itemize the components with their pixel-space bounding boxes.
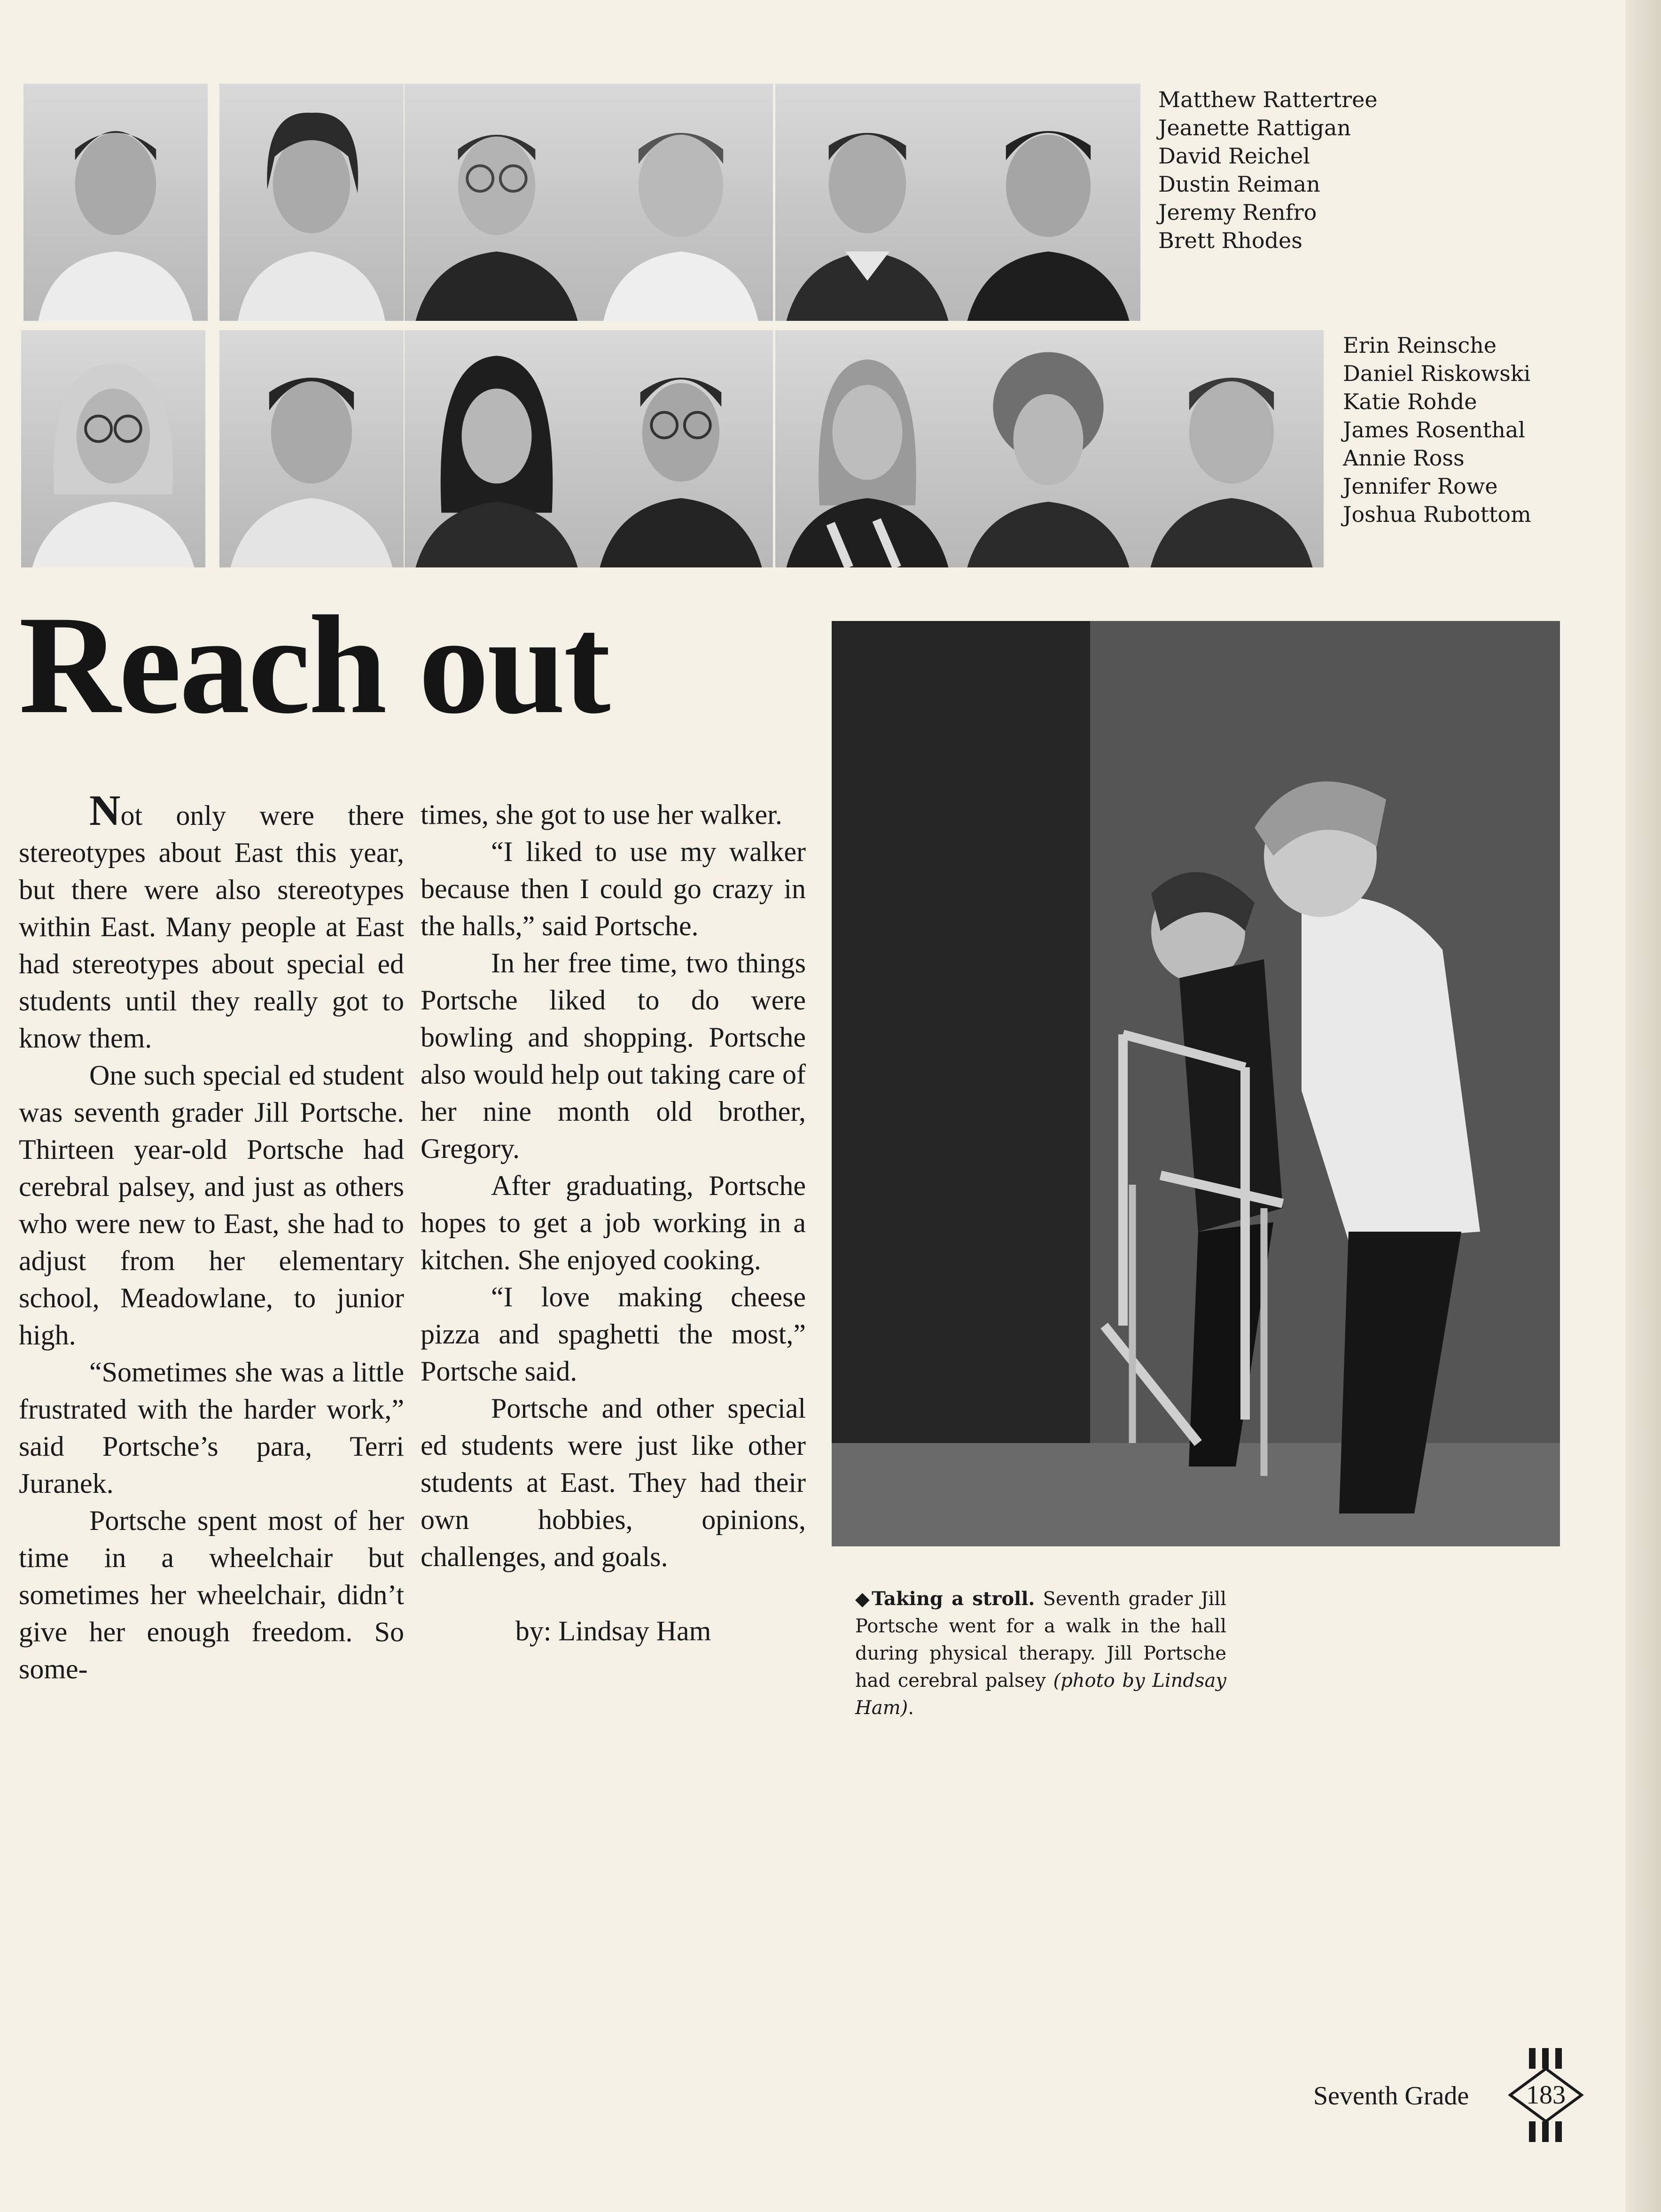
- student-name: Dustin Reiman: [1158, 171, 1320, 197]
- caption-credit: (photo by Lindsay Ham): [855, 1670, 1226, 1719]
- caption-lead: ◆Taking a stroll.: [855, 1588, 1035, 1610]
- student-name: Jeremy Renfro: [1158, 200, 1317, 225]
- section-label: Seventh Grade: [1313, 2081, 1469, 2111]
- portrait-photo: [956, 84, 1140, 321]
- drop-cap: N: [89, 786, 121, 834]
- page-number: 183: [1526, 2080, 1566, 2110]
- portrait-photo: [405, 84, 589, 321]
- photo-caption: [855, 1585, 1226, 1722]
- student-name: James Rosenthal: [1343, 417, 1525, 442]
- caption-end: .: [908, 1697, 914, 1719]
- student-name: Jeanette Rattigan: [1158, 115, 1351, 140]
- student-name: Matthew Rattertree: [1158, 87, 1378, 112]
- story-paragraph: Portsche and other special ed students were just like other students at East. They had their own hobbies, opinions, challenges, and goals.: [421, 1393, 806, 1572]
- portrait-photo: [219, 84, 404, 321]
- portrait-photo: [23, 84, 208, 321]
- student-name: Erin Reinsche: [1343, 333, 1497, 358]
- portrait-photo: [589, 84, 773, 321]
- story-paragraph: “Sometimes she was a little frustrated with the harder work,” said Portsche’s para, Terri Juranek.: [19, 1357, 404, 1499]
- story-paragraph: times, she got to use her walker.: [421, 799, 782, 830]
- story-paragraph: “I liked to use my walker because then I could go crazy in the halls,” said Portsche.: [421, 836, 806, 941]
- story-paragraph: “I love making cheese pizza and spaghetti the most,” Portsche said.: [421, 1281, 806, 1387]
- story-paragraph: In her free time, two things Portsche liked to do were bowling and shopping. Portsche also would help out taking care of her nine month old brother, Gregory.: [421, 947, 806, 1164]
- story-column-2: [421, 796, 806, 1650]
- student-name: Joshua Rubottom: [1343, 502, 1531, 527]
- row1-names: [1158, 85, 1378, 255]
- headline: Reach out: [19, 587, 609, 743]
- student-name: Annie Ross: [1343, 445, 1465, 471]
- portrait-photo: [21, 330, 205, 567]
- portrait-photo: [775, 330, 959, 567]
- byline: by: Lindsay Ham: [515, 1615, 711, 1646]
- portrait-photo: [775, 84, 959, 321]
- portrait-photo: [219, 330, 404, 567]
- portrait-photo: [405, 330, 589, 567]
- story-column-1: [19, 786, 404, 1688]
- portrait-photo: [956, 330, 1140, 567]
- student-name: Brett Rhodes: [1158, 228, 1302, 253]
- student-name: Jennifer Rowe: [1343, 473, 1498, 499]
- caption-body: Seventh grader Jill Portsche went for a walk in the hall during physical therapy. Jill Portsche had cerebral palsey: [855, 1588, 1226, 1692]
- feature-photo: [832, 621, 1560, 1546]
- paragraph-text: ot only were there stereotypes about East this year, but there were also stereotypes within East. Many people at East had stereotypes about special ed students until they really got to know them.: [19, 800, 404, 1054]
- story-paragraph: [19, 786, 404, 1057]
- story-paragraph: After graduating, Portsche hopes to get a job working in a kitchen. She enjoyed cooking.: [421, 1170, 806, 1275]
- story-paragraph: One such special ed student was seventh grader Jill Portsche. Thirteen year-old Portsche had cerebral palsey, and just as others who were new to East, she had to adjust from her elementary school, Meadowlane, to junior high.: [19, 1060, 404, 1350]
- portrait-photo: [589, 330, 773, 567]
- portrait-photo: [1139, 330, 1324, 567]
- student-name: David Reichel: [1158, 143, 1310, 169]
- student-name: Katie Rohde: [1343, 389, 1477, 414]
- student-name: Daniel Riskowski: [1343, 361, 1531, 386]
- story-paragraph: Portsche spent most of her time in a wheelchair but sometimes her wheelchair, didn’t give her enough freedom. So some-: [19, 1505, 404, 1684]
- row2-names: [1343, 331, 1531, 528]
- page-edge: [1626, 0, 1661, 2212]
